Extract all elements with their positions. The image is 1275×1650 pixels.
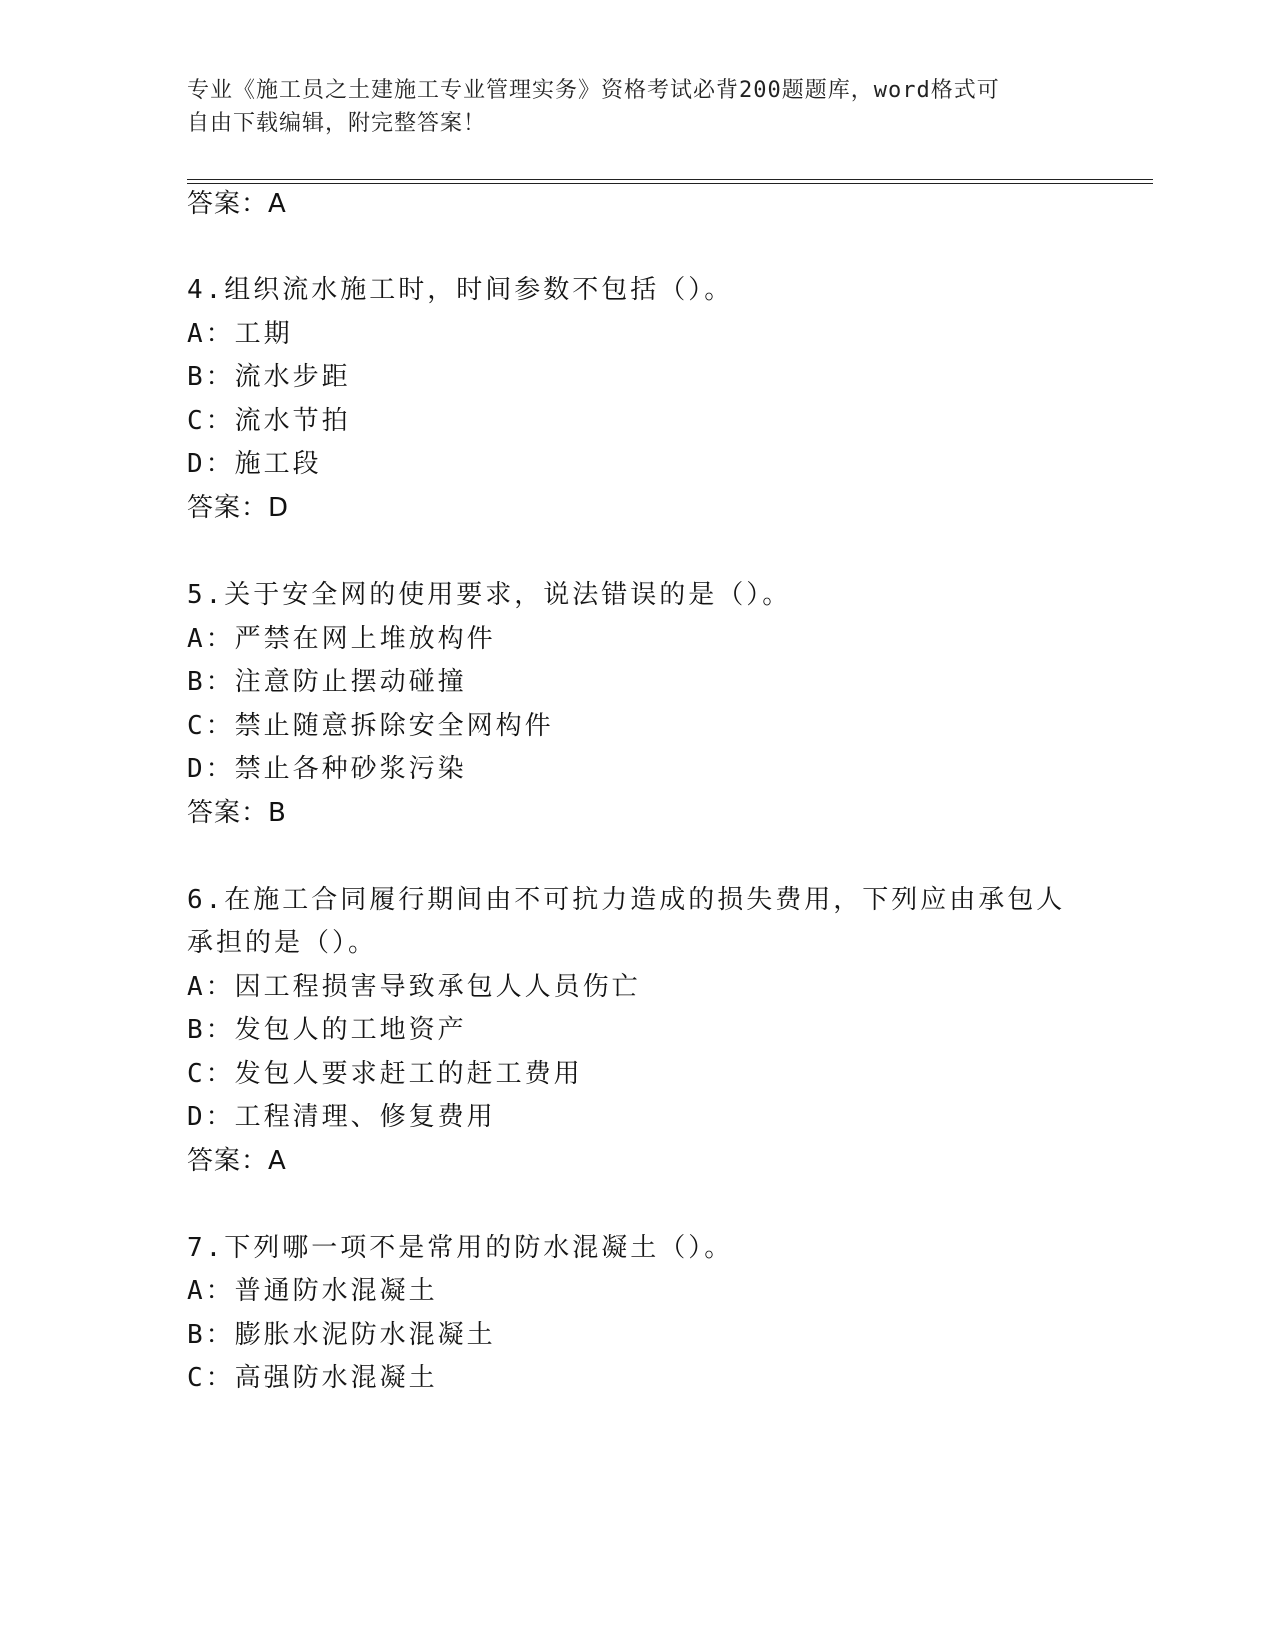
question-stem: 4.组织流水施工时，时间参数不包括（）。: [187, 275, 734, 305]
question-stem: 7.下列哪一项不是常用的防水混凝土（）。: [187, 1233, 734, 1263]
header-line-2: 自由下载编辑，附完整答案！: [187, 111, 487, 136]
question-stem: 6.在施工合同履行期间由不可抗力造成的损失费用，下列应由承包人: [187, 885, 1066, 915]
option-d: D：施工段: [187, 449, 322, 479]
option-a: A：因工程损害导致承包人人员伤亡: [187, 972, 641, 1002]
page-header: [187, 74, 1087, 140]
header-divider-secondary: [187, 183, 1153, 184]
option-b: B：流水步距: [187, 362, 351, 392]
answer-line: 答案：A: [187, 1146, 287, 1176]
option-a: A：工期: [187, 319, 293, 349]
option-a: A：严禁在网上堆放构件: [187, 624, 496, 654]
option-d: D：工程清理、修复费用: [187, 1102, 496, 1132]
option-b: B：膨胀水泥防水混凝土: [187, 1320, 496, 1350]
option-c: C：流水节拍: [187, 406, 351, 436]
answer-line: 答案：B: [187, 798, 287, 828]
option-a: A：普通防水混凝土: [187, 1276, 438, 1306]
document-page: [187, 0, 1153, 1650]
option-c: C：禁止随意拆除安全网构件: [187, 711, 554, 741]
option-d: D：禁止各种砂浆污染: [187, 754, 467, 784]
header-line-1: 专业《施工员之土建施工专业管理实务》资格考试必背200题题库，word格式可: [187, 78, 1000, 103]
answer-line: 答案：A: [187, 189, 287, 219]
question-stem: 5.关于安全网的使用要求，说法错误的是（）。: [187, 580, 792, 610]
question-stem-continued: 承担的是（）。: [187, 928, 378, 958]
option-b: B：注意防止摆动碰撞: [187, 667, 467, 697]
option-c: C：高强防水混凝土: [187, 1363, 438, 1393]
option-b: B：发包人的工地资产: [187, 1015, 467, 1045]
answer-line: 答案：D: [187, 493, 290, 523]
option-c: C：发包人要求赶工的赶工费用: [187, 1059, 583, 1089]
header-divider: [187, 179, 1153, 180]
